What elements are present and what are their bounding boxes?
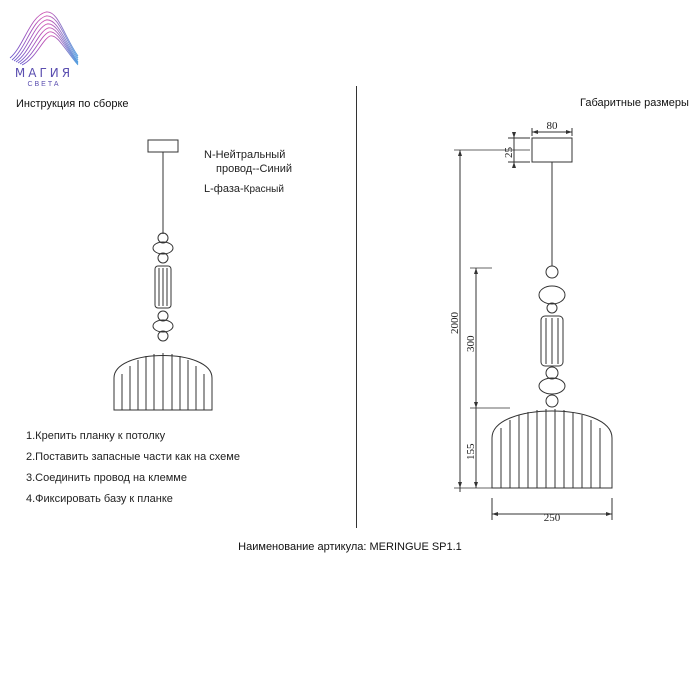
dim-body-height: 300 bbox=[465, 335, 477, 352]
bead bbox=[539, 286, 565, 304]
canopy bbox=[148, 140, 178, 152]
column-divider bbox=[356, 86, 357, 528]
dimension-drawing bbox=[400, 118, 660, 528]
bead bbox=[153, 242, 173, 254]
phase-label: L-фаза- bbox=[204, 183, 244, 195]
bead bbox=[539, 378, 565, 394]
dimensions-heading: Габаритные размеры bbox=[580, 97, 689, 109]
step-1: 1.Крепить планку к потолку bbox=[26, 430, 166, 442]
neutral-line-2: провод--Синий bbox=[216, 163, 292, 175]
dim-total-height: 2000 bbox=[449, 312, 461, 334]
dim-shade-height: 155 bbox=[465, 443, 477, 460]
assembly-lamp-drawing bbox=[100, 134, 230, 414]
dim-canopy-height: 25 bbox=[503, 147, 515, 158]
assembly-steps bbox=[26, 430, 240, 514]
bead bbox=[546, 395, 558, 407]
assembly-heading: Инструкция по сборке bbox=[16, 98, 129, 110]
canopy bbox=[532, 138, 572, 162]
bead bbox=[153, 320, 173, 332]
dim-canopy-width: 80 bbox=[546, 120, 558, 132]
bead bbox=[546, 266, 558, 278]
step-4: 4.Фиксировать базу к планке bbox=[26, 493, 173, 505]
phase-color: Красный bbox=[243, 184, 284, 195]
article-name: Наименование артикула: MERINGUE SP1.1 bbox=[238, 541, 462, 553]
brand-tagline: СВЕТА bbox=[27, 81, 61, 88]
dim-shade-width: 250 bbox=[543, 512, 561, 524]
step-3: 3.Соединить провод на клемме bbox=[26, 472, 187, 484]
bead bbox=[546, 367, 558, 379]
step-2: 2.Поставить запасные части как на схеме bbox=[26, 451, 240, 463]
brand-name: МАГИЯ bbox=[14, 66, 74, 80]
neutral-line-1: N-Нейтральный bbox=[204, 149, 286, 161]
